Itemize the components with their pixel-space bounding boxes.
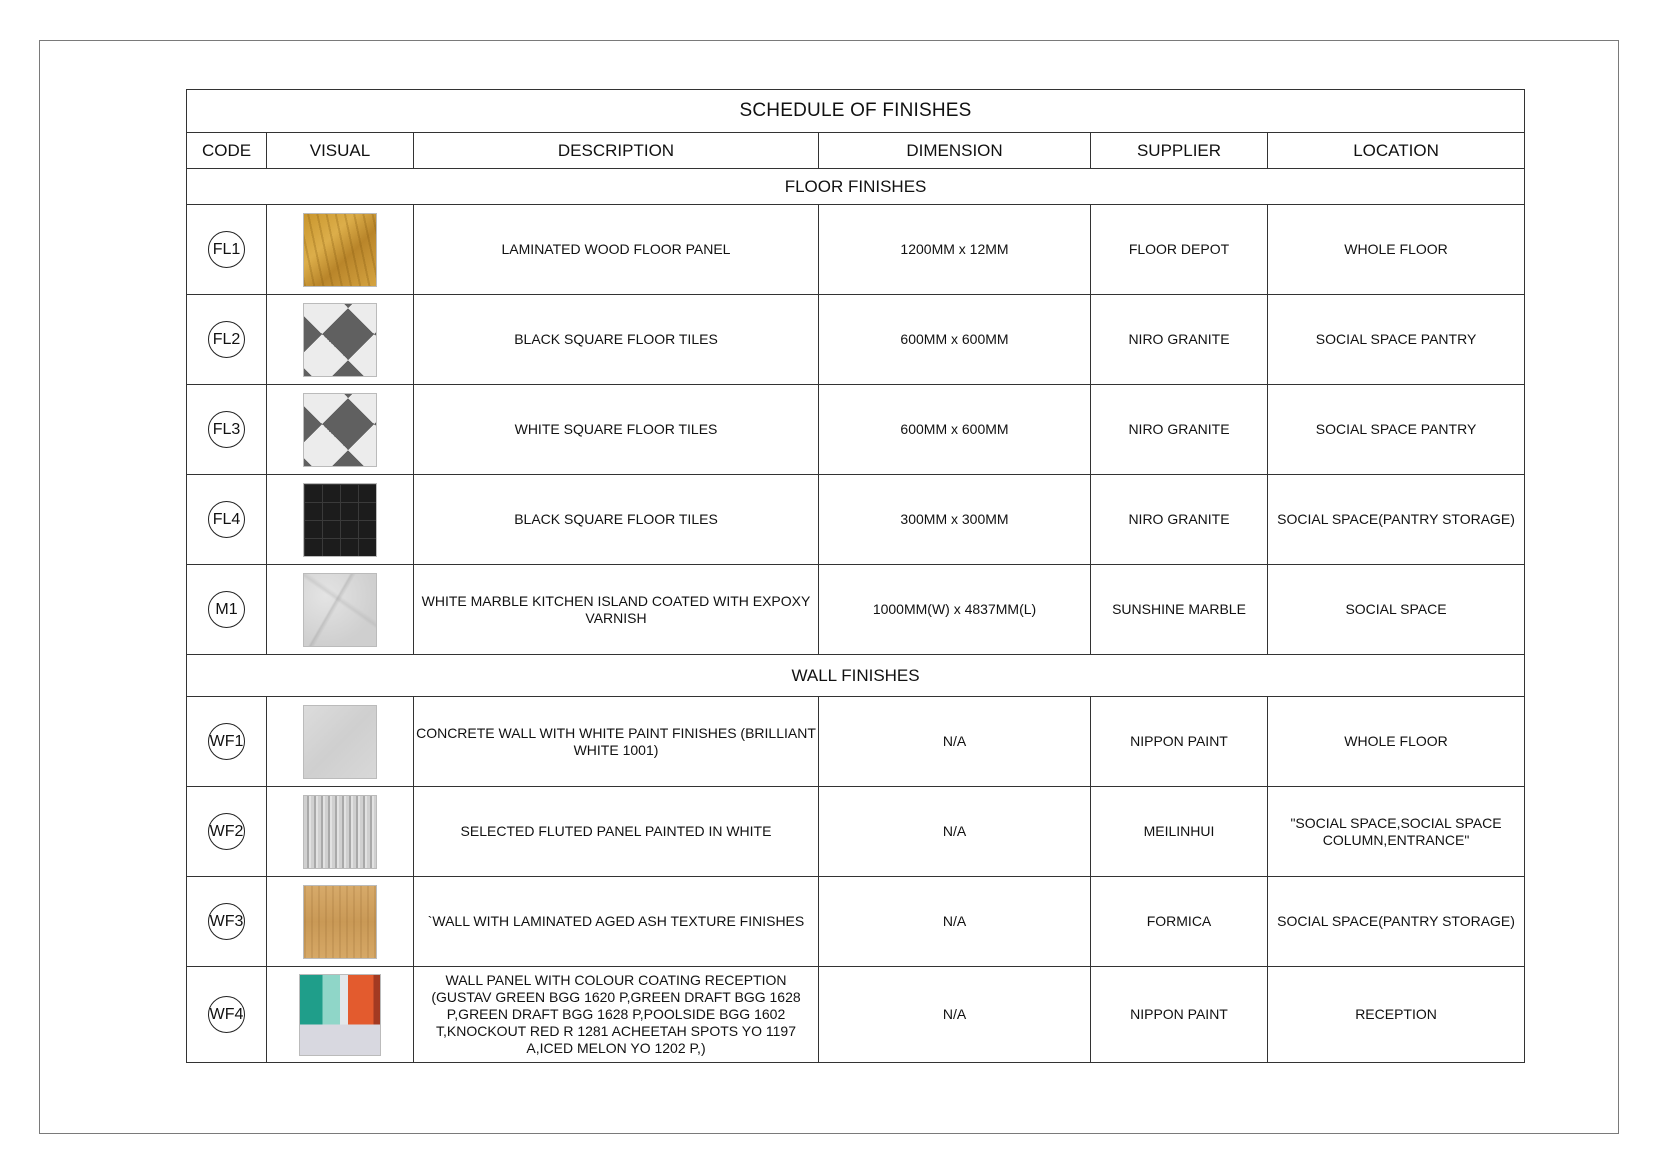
code-badge: FL3 xyxy=(208,411,245,448)
description-cell: BLACK SQUARE FLOOR TILES xyxy=(414,295,819,385)
dimension-cell: N/A xyxy=(819,697,1091,787)
column-header-supplier: SUPPLIER xyxy=(1091,133,1268,169)
table-row xyxy=(187,787,1525,877)
location-cell: WHOLE FLOOR xyxy=(1268,205,1525,295)
concrete-white-paint-swatch xyxy=(303,705,377,779)
supplier-cell: SUNSHINE MARBLE xyxy=(1091,565,1268,655)
aged-ash-laminate-swatch xyxy=(303,885,377,959)
location-cell: "SOCIAL SPACE,SOCIAL SPACE COLUMN,ENTRANCE" xyxy=(1268,787,1525,877)
checker-tile-swatch xyxy=(303,303,377,377)
dimension-cell: N/A xyxy=(819,877,1091,967)
supplier-cell: MEILINHUI xyxy=(1091,787,1268,877)
dimension-cell: 1000MM(W) x 4837MM(L) xyxy=(819,565,1091,655)
supplier-cell: FLOOR DEPOT xyxy=(1091,205,1268,295)
description-cell: CONCRETE WALL WITH WHITE PAINT FINISHES (BRILLIANT WHITE 1001) xyxy=(414,697,819,787)
description-cell: LAMINATED WOOD FLOOR PANEL xyxy=(414,205,819,295)
schedule-of-finishes-table xyxy=(186,89,1525,1063)
location-cell: SOCIAL SPACE PANTRY xyxy=(1268,385,1525,475)
dimension-cell: 300MM x 300MM xyxy=(819,475,1091,565)
table-row xyxy=(187,475,1525,565)
supplier-cell: NIRO GRANITE xyxy=(1091,385,1268,475)
description-cell: SELECTED FLUTED PANEL PAINTED IN WHITE xyxy=(414,787,819,877)
column-header-location: LOCATION xyxy=(1268,133,1525,169)
column-header-code: CODE xyxy=(187,133,267,169)
code-badge: WF3 xyxy=(208,903,245,940)
location-cell: SOCIAL SPACE PANTRY xyxy=(1268,295,1525,385)
supplier-cell: NIPPON PAINT xyxy=(1091,697,1268,787)
fluted-panel-swatch xyxy=(303,795,377,869)
laminated-wood-swatch xyxy=(303,213,377,287)
location-cell: SOCIAL SPACE xyxy=(1268,565,1525,655)
code-badge: FL4 xyxy=(208,501,245,538)
section-header-floor-finishes: FLOOR FINISHES xyxy=(187,169,1525,205)
black-tile-swatch xyxy=(303,483,377,557)
column-header-description: DESCRIPTION xyxy=(414,133,819,169)
supplier-cell: NIRO GRANITE xyxy=(1091,475,1268,565)
description-cell: WHITE SQUARE FLOOR TILES xyxy=(414,385,819,475)
dimension-cell: 600MM x 600MM xyxy=(819,295,1091,385)
table-row xyxy=(187,565,1525,655)
supplier-cell: NIPPON PAINT xyxy=(1091,967,1268,1063)
code-badge: WF4 xyxy=(208,996,245,1033)
reception-colour-panel-swatch xyxy=(299,974,381,1056)
table-title: SCHEDULE OF FINISHES xyxy=(187,90,1525,133)
column-header-visual: VISUAL xyxy=(267,133,414,169)
dimension-cell: 1200MM x 12MM xyxy=(819,205,1091,295)
code-badge: WF1 xyxy=(208,723,245,760)
section-header-wall-finishes: WALL FINISHES xyxy=(187,655,1525,697)
code-badge: M1 xyxy=(208,591,245,628)
location-cell: SOCIAL SPACE(PANTRY STORAGE) xyxy=(1268,475,1525,565)
table-row xyxy=(187,967,1525,1063)
location-cell: WHOLE FLOOR xyxy=(1268,697,1525,787)
supplier-cell: NIRO GRANITE xyxy=(1091,295,1268,385)
checker-tile-swatch xyxy=(303,393,377,467)
description-cell: WALL PANEL WITH COLOUR COATING RECEPTION (GUSTAV GREEN BGG 1620 P,GREEN DRAFT BGG 1628 P,GREEN DRAFT BGG 1628 P,POOLSIDE BGG 1602 T,KNOCKOUT RED R 1281 ACHEETAH SPOTS YO 1197 A,ICED MELON YO 1202 P,) xyxy=(414,967,819,1063)
table-row xyxy=(187,385,1525,475)
table-row xyxy=(187,295,1525,385)
location-cell: SOCIAL SPACE(PANTRY STORAGE) xyxy=(1268,877,1525,967)
dimension-cell: N/A xyxy=(819,967,1091,1063)
code-badge: WF2 xyxy=(208,813,245,850)
location-cell: RECEPTION xyxy=(1268,967,1525,1063)
dimension-cell: N/A xyxy=(819,787,1091,877)
description-cell: `WALL WITH LAMINATED AGED ASH TEXTURE FINISHES xyxy=(414,877,819,967)
white-marble-swatch xyxy=(303,573,377,647)
table-row xyxy=(187,877,1525,967)
supplier-cell: FORMICA xyxy=(1091,877,1268,967)
column-header-dimension: DIMENSION xyxy=(819,133,1091,169)
table-row xyxy=(187,697,1525,787)
table-row xyxy=(187,205,1525,295)
code-badge: FL1 xyxy=(208,231,245,268)
description-cell: BLACK SQUARE FLOOR TILES xyxy=(414,475,819,565)
dimension-cell: 600MM x 600MM xyxy=(819,385,1091,475)
description-cell: WHITE MARBLE KITCHEN ISLAND COATED WITH EXPOXY VARNISH xyxy=(414,565,819,655)
code-badge: FL2 xyxy=(208,321,245,358)
